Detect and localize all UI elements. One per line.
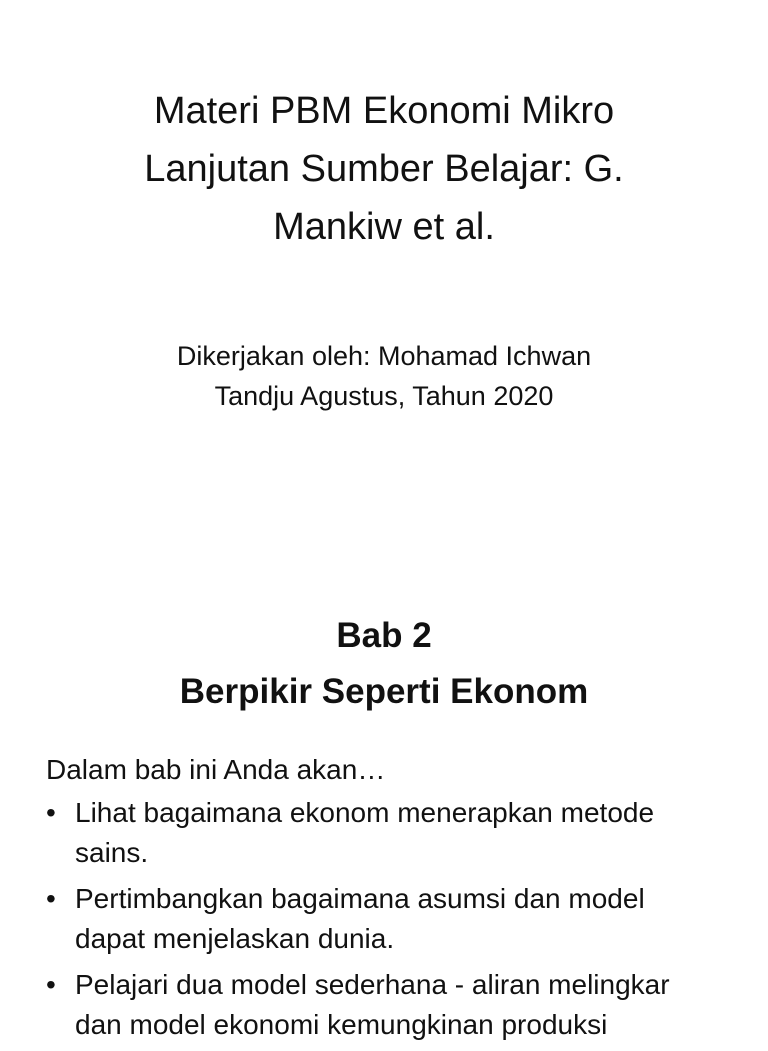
- list-item-line: Pertimbangkan bagaimana asumsi dan model: [75, 883, 645, 914]
- chapter-title: Berpikir Seperti Ekonom: [179, 672, 589, 711]
- list-item-line: sains.: [75, 837, 149, 868]
- subtitle-line-2: Tandju Agustus, Tahun 2020: [214, 381, 554, 411]
- bullet-icon: •: [46, 797, 56, 828]
- title-line-3: Mankiw et al.: [273, 206, 495, 248]
- chapter-body: [46, 750, 746, 1051]
- title-line-2: Lanjutan Sumber Belajar: G.: [144, 148, 624, 190]
- bullet-icon: •: [46, 969, 56, 1000]
- slide-subtitle: [0, 336, 768, 416]
- list-item: [46, 879, 746, 959]
- list-item-line: dan model ekonomi kemungkinan produksi: [75, 1009, 608, 1040]
- subtitle-line-1: Dikerjakan oleh: Mohamad Ichwan: [176, 341, 592, 371]
- list-item: [46, 793, 746, 873]
- slide-title: [0, 82, 768, 256]
- objectives-list: [46, 793, 746, 1045]
- list-item: [46, 965, 746, 1045]
- list-item-line: Pelajari dua model sederhana - aliran melingkar: [75, 969, 670, 1000]
- list-item-line: dapat menjelaskan dunia.: [75, 923, 395, 954]
- title-line-1: Materi PBM Ekonomi Mikro: [153, 90, 615, 132]
- chapter-number: Bab 2: [336, 616, 432, 655]
- bullet-icon: •: [46, 883, 56, 914]
- chapter-slide: [0, 576, 768, 1040]
- chapter-heading: [0, 608, 768, 720]
- list-item-line: Lihat bagaimana ekonom menerapkan metode: [75, 797, 655, 828]
- intro-text: Dalam bab ini Anda akan…: [46, 754, 386, 785]
